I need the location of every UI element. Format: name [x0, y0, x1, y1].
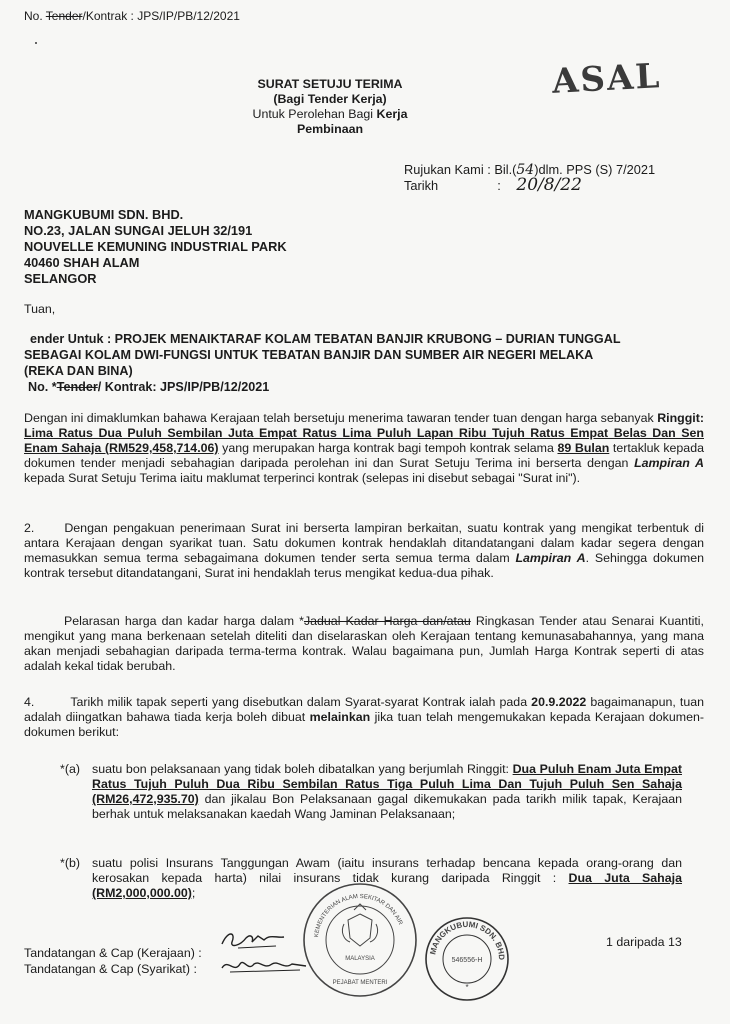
paragraph-2: 2. Dengan pengakuan penerimaan Surat ini berserta lampiran berkaitan, suatu kontrak yang mengikat terbentuk di antara Kerajaan dengan syarikat tuan. Satu dokumen kontrak hendaklah ditandatangani dalam kadar segera dengan memasukkan semua terma sebagaimana dokumen tender serta semua terma dalam Lampiran A. Sehingga dokumen kontrak tersebut ditandatangani, Surat ini hendaklah terus mengikat kedua-dua pihak. [24, 521, 704, 580]
company-seal-reg: 546556-H [451, 957, 483, 964]
coat-of-arms-icon [342, 904, 377, 946]
handwritten-number: 54 [516, 162, 535, 178]
government-seal [300, 880, 420, 1000]
company-seal-arc-text: MANGKUBUMI SDN. BHD [428, 919, 507, 961]
header-reference: No. Tender/Kontrak : JPS/IP/PB/12/2021 [24, 9, 240, 23]
tarikh-line: Tarikh : 20/8/22 [404, 175, 582, 195]
gov-seal-office: PEJABAT MENTERI [332, 980, 388, 986]
signature-company-label: Tandatangan & Cap (Syarikat) : [24, 962, 197, 976]
paragraph-3: Pelarasan harga dan kadar harga dalam *Jadual Kadar Harga dan/atau Ringkasan Tender atau Senarai Kuantiti, mengikut yang mana berkenaan setelah diteliti dan diselaraskan oleh Kerajaan tentang kemunasabahannya, yang mana akan menjadi sebahagian daripada terma-terma kontrak. Walau bagaimana pun, Jumlah Harga Kontrak seperti di atas adalah kekal tidak berubah. [24, 614, 705, 673]
paragraph-1: Dengan ini dimaklumkan bahawa Kerajaan telah bersetuju menerima tawaran tender tuan dengan harga sebanyak Ringgit: Lima Ratus Dua Puluh Sembilan Juta Empat Ratus Lima Puluh Lapan Ribu Tujuh Ratus Empat Belas Dan Sen Enam Sahaja (RM529,458,714.06) yang merupakan harga kontrak bagi tempoh kontrak selama 89 Bulan tertakluk kepada dokumen tender menjadi sebahagian daripada perolehan ini dan Surat Setuju Terima ini berserta dengan Lampiran A kepada Surat Setuju Terima iaitu maklumat terperinci kontrak (selepas ini disebut sebagai "Surat ini"). [24, 411, 704, 485]
title-line-4: Pembinaan [296, 122, 364, 136]
item-b-text: suatu polisi Insurans Tanggungan Awam (iaitu insurans terhadap bencana kepada orang-orang dan kerosakan kepada harta) nilai insurans tidak kurang daripada Ringgit : Dua Juta Sahaja (RM2,000,000.00); [92, 856, 682, 900]
signature-company [220, 956, 310, 976]
item-a-label: *(a) [60, 762, 80, 776]
insurance-amount: Dua Juta Sahaja (RM2,000,000.00) [92, 871, 682, 900]
gov-seal-arc-text: KEMENTERIAN ALAM SEKITAR DAN AIR [314, 893, 403, 938]
gov-seal-country: MALAYSIA [345, 956, 375, 962]
company-seal [424, 916, 510, 1002]
handwritten-date: 20/8/22 [516, 175, 582, 195]
title-line-2: (Bagi Tender Kerja) [273, 92, 387, 106]
letter-title [230, 77, 430, 137]
struck-tender: Tender [45, 9, 83, 23]
subject-line-2: SEBAGAI KOLAM DWI-FUNGSI UNTUK TEBATAN BANJIR DAN SUMBER AIR NEGERI MELAKA [24, 348, 594, 362]
performance-bond-amount: Dua Puluh Enam Juta Empat Ratus Tujuh Puluh Dua Ribu Sembilan Ratus Tiga Puluh Lima Dan Tujuh Puluh Sen Sahaja (RM26,472,935.70) [92, 762, 682, 806]
rujukan-line: Rujukan Kami : Bil.(54)dlm. PPS (S) 7/2021 [404, 162, 656, 178]
title-line-3: Untuk Perolehan Bagi Kerja [252, 107, 408, 121]
recipient-address: MANGKUBUMI SDN. BHD. NO.23, JALAN SUNGAI JELUH 32/191 NOUVELLE KEMUNING INDUSTRIAL PARK 40460 SHAH ALAM SELANGOR [24, 207, 287, 286]
contract-duration: 89 Bulan [557, 441, 610, 455]
item-b-label: *(b) [60, 856, 80, 870]
signature-gov-label: Tandatangan & Cap (Kerajaan) : [24, 946, 202, 960]
subject-contract-no: No. *Tender/ Kontrak: JPS/IP/PB/12/2021 [28, 380, 270, 394]
subject-block [24, 331, 720, 395]
item-a-text: suatu bon pelaksanaan yang tidak boleh dibatalkan yang berjumlah Ringgit: Dua Puluh Enam Juta Empat Ratus Tujuh Puluh Dua Ribu Sembilan Ratus Tiga Puluh Lima Dan Tujuh Puluh Sen Sahaja (RM26,472,935.70) dan jikalau Bon Pelaksanaan gagal dikemukakan pada tarikh milik tapak, Kerajaan berhak untuk melaksanakan kaedah Wang Jaminan Pelaksanaan; [92, 762, 682, 821]
signature-gov [218, 928, 288, 954]
site-possession-date: 20.9.2022 [531, 695, 587, 709]
recipient-name: MANGKUBUMI SDN. BHD. [24, 207, 184, 222]
star-icon: * [465, 983, 469, 992]
title-line-1: SURAT SETUJU TERIMA [257, 77, 403, 91]
salutation: Tuan, [24, 302, 56, 316]
subject-line-1: ender Untuk : PROJEK MENAIKTARAF KOLAM TEBATAN BANJIR KRUBONG – DURIAN TUNGGAL [30, 332, 621, 346]
asal-stamp: ASAL [551, 56, 663, 102]
subject-line-3: (REKA DAN BINA) [24, 364, 133, 378]
contract-amount: Lima Ratus Dua Puluh Sembilan Juta Empat Ratus Lima Puluh Lapan Ribu Tujuh Ratus Empat Belas Dan Sen Enam Sahaja (RM529,458,714.06) [24, 426, 704, 455]
page-number: 1 daripada 13 [606, 935, 682, 949]
paragraph-4: 4. Tarikh milik tapak seperti yang disebutkan dalam Syarat-syarat Kontrak ialah pada 20.9.2022 bagaimanapun, tuan adalah diingatkan bahawa tiada kerja boleh dibuat melainkan jika tuan telah mengemukakan kepada Kerajaan dokumen-dokumen berikut: [24, 695, 704, 739]
header-rule [35, 42, 37, 44]
